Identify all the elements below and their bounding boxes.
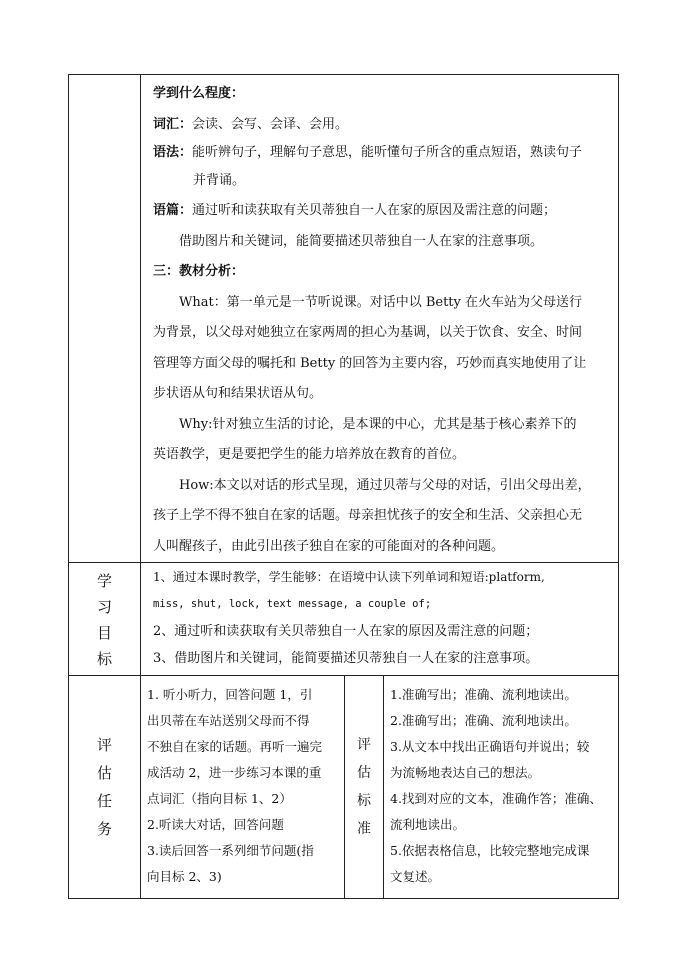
standard-line-3: 3.从文本中找出正确语句并说出；较 (390, 739, 590, 754)
goals-label-char-4: 标 (96, 650, 112, 668)
vocab-line (153, 110, 608, 141)
tasks-label-cell (69, 676, 141, 899)
why-line-2: 英语教学，更是要把学生的能力培养放在教育的首位。 (153, 447, 466, 462)
task-line-7: 3.读后回答一系列细节问题(指 (147, 843, 314, 858)
grammar-line (153, 140, 608, 166)
standard-line-7: 5.依据表格信息，比较完整地完成课 (390, 843, 590, 858)
standard-line-8: 文复述。 (390, 869, 441, 884)
standards-label-char-4: 准 (357, 821, 371, 837)
goal-line-3: 2、通过听和读获取有关贝蒂独自一人在家的原因及需注意的问题； (153, 624, 539, 639)
how-line-1: How:本文以对话的形式呈现，通过贝蒂与父母的对话，引出父母出差， (179, 477, 591, 493)
task-line-1: 1. 听小听力，回答问题 1，引 (147, 687, 313, 702)
discourse-text-1: 通过听和读获取有关贝蒂独自一人在家的原因及需注意的问题； (192, 203, 557, 218)
analysis-content-cell (141, 75, 619, 563)
task-line-4: 成活动 2，进一步练习本课的重 (147, 765, 322, 780)
what-line-4: 步状语从句和结果状语从句。 (153, 386, 323, 401)
what-line-2: 为背景，以父母对她独立在家两周的担心为基调，以关于饮食、安全、时间 (153, 325, 583, 340)
goal-line-1 (153, 564, 608, 591)
what-line-3: 管理等方面父母的嘱托和 Betty 的回答为主要内容，巧妙而真实地使用了让 (153, 355, 587, 371)
why-line-1: Why:针对独立生活的讨论，是本课的中心，尤其是基于核心素养下的 (179, 416, 577, 432)
standards-label-char-1: 评 (357, 737, 371, 753)
grammar-label: 语法： (153, 145, 193, 160)
standard-line-1: 1.准确写出；准确、流利地读出。 (390, 687, 577, 702)
lesson-plan-table (68, 74, 619, 899)
grammar-text-1: 能听辨句子，理解句子意思，能听懂句子所含的重点短语，熟读句子 (192, 145, 583, 160)
vocab-label: 词汇： (153, 116, 193, 132)
analysis-label-cell (69, 75, 141, 563)
standard-line-6: 流利地读出。 (390, 817, 466, 832)
goal-text-1: 1、通过本课时教学，学生能够：在语境中认读下列单词和短语:platform, (153, 570, 545, 584)
what-line-1: What：第一单元是一节听说课。对话中以 Betty 在火车站为父母送行 (179, 294, 583, 310)
goal-line-4: 3、借助图片和关键词，能简要描述贝蒂独自一人在家的注意事项。 (153, 651, 539, 666)
grammar-line-2: 并背诵。 (193, 173, 246, 188)
task-line-6: 2.听读大对话，回答问题 (147, 817, 284, 832)
discourse-line (153, 196, 608, 227)
standards-label-char-3: 标 (357, 793, 371, 809)
task-line-8: 向目标 2、3) (147, 869, 222, 884)
standard-line-4: 为流畅地表达自己的想法。 (390, 765, 541, 780)
discourse-line-2: 借助图片和关键词，能简要描述贝蒂独自一人在家的注意事项。 (179, 233, 544, 249)
standard-line-5: 4.找到对应的文本，准确作答；准确、 (390, 791, 602, 806)
standard-line-2: 2.准确写出；准确、流利地读出。 (390, 713, 577, 728)
goals-label-char-1: 学 (96, 572, 112, 590)
how-line-2: 孩子上学不得不独自在家的话题。母亲担忧孩子的安全和生活、父亲担心无 (153, 508, 583, 523)
standards-label-cell (345, 676, 384, 899)
how-line-3: 人叫醒孩子，由此引出孩子独自在家的可能面对的各种问题。 (153, 538, 505, 554)
analysis-row (69, 75, 619, 563)
vocab-text: 会读、会写、会译、会用。 (192, 116, 349, 132)
discourse-label: 语篇： (153, 203, 193, 218)
goals-label-cell (69, 563, 141, 676)
tasks-label-char-1: 评 (96, 736, 112, 754)
tasks-label-char-4: 务 (96, 820, 112, 838)
material-heading: 三：教材分析： (153, 264, 245, 279)
tasks-label-char-2: 估 (96, 764, 112, 782)
mastery-heading: 学到什么程度： (153, 86, 245, 101)
goals-label-char-2: 习 (96, 598, 112, 616)
task-line-3: 不独自在家的话题。再听一遍完 (147, 739, 323, 754)
standards-label-char-2: 估 (357, 765, 371, 781)
task-line-2: 出贝蒂在车站送别父母而不得 (147, 713, 310, 728)
goals-row (69, 563, 619, 676)
goals-content-cell (141, 563, 619, 676)
goals-label-char-3: 目 (96, 624, 112, 642)
task-line-5: 点词汇（指向目标 1、2） (147, 791, 292, 806)
standards-content-cell (384, 676, 619, 899)
tasks-label-char-3: 任 (96, 792, 112, 810)
assessment-row (69, 676, 619, 899)
tasks-content-cell (141, 676, 345, 899)
goal-line-2: miss, shut, lock, text message, a couple of; (153, 598, 432, 610)
